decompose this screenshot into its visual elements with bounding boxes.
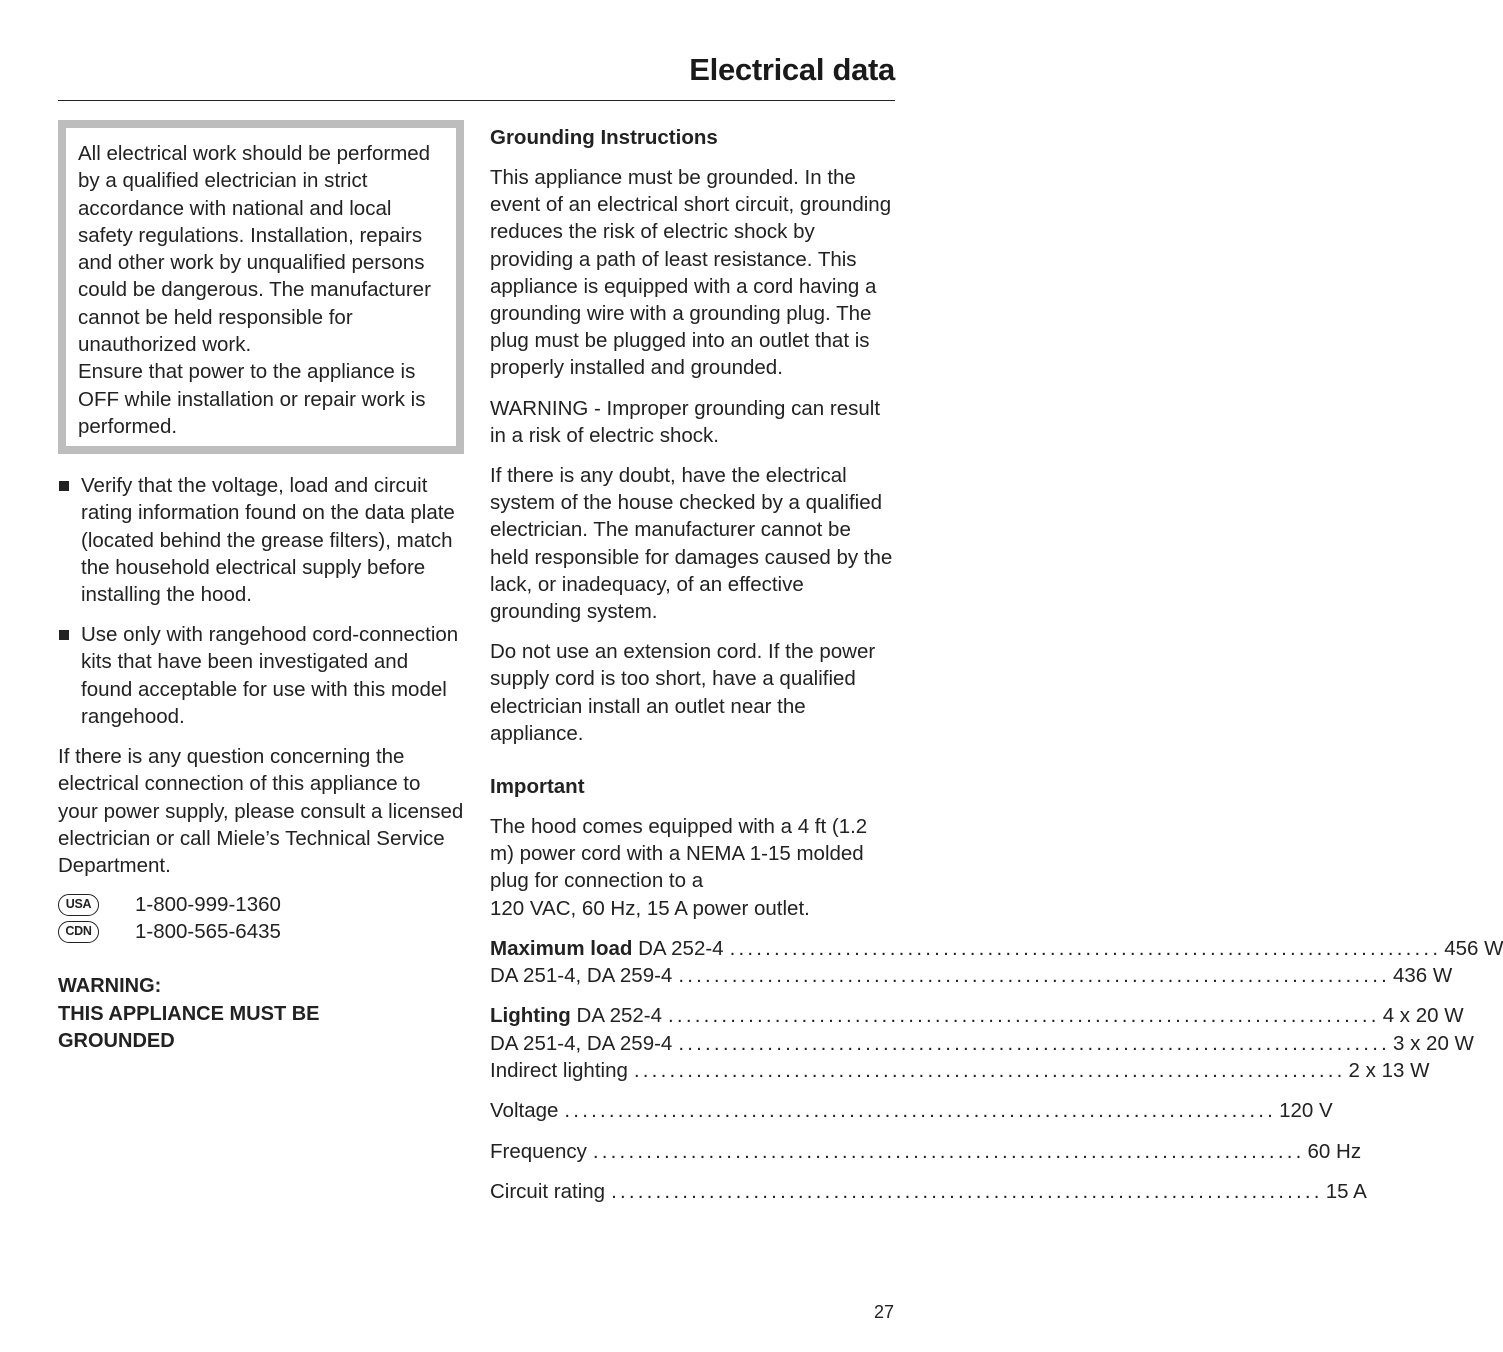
- notice-paragraph: Ensure that power to the appliance is OFF while installation or repair work is performed.: [78, 360, 426, 438]
- frequency-spec: [490, 1138, 1362, 1165]
- title-rule: [58, 100, 895, 101]
- spec-value: 60 Hz: [1307, 1139, 1362, 1163]
- spec-line: [490, 962, 1453, 989]
- warning-line: WARNING:: [58, 975, 162, 998]
- service-paragraph: If there is any question concerning the electrical connection of this appliance to your power supply, please consult a licensed electrician or call Miele’s Technical Service Department.: [58, 745, 464, 877]
- safety-notice-box: [58, 120, 464, 454]
- spec-line: [490, 1030, 1474, 1057]
- spec-value: 3 x 20 W: [1393, 1031, 1474, 1055]
- spec-label: Frequency: [490, 1139, 587, 1163]
- spec-label: Voltage: [490, 1099, 559, 1123]
- circuit-rating-spec: [490, 1178, 1367, 1205]
- leader-dots: ................................................................................: [668, 1004, 1380, 1028]
- right-column: [490, 124, 1503, 1218]
- page-title: Electrical data: [689, 52, 895, 87]
- list-item: [58, 621, 464, 730]
- bullet-square-icon: [59, 630, 69, 640]
- phone-list: [58, 891, 464, 946]
- spec-line: [490, 1002, 1464, 1029]
- spec-value: 15 A: [1325, 1179, 1367, 1203]
- spec-model: DA 252-4: [638, 936, 724, 960]
- spec-model: DA 251-4, DA 259-4: [490, 1031, 673, 1055]
- spec-model: DA 251-4, DA 259-4: [490, 964, 673, 988]
- left-column: [58, 120, 464, 1056]
- page-number: 27: [873, 1302, 894, 1322]
- leader-dots: ................................................................................: [678, 964, 1390, 988]
- leader-dots: ................................................................................: [611, 1179, 1323, 1203]
- important-paragraph: [490, 813, 895, 922]
- leader-dots: ................................................................................: [592, 1139, 1305, 1163]
- spec-label: Lighting: [490, 1004, 571, 1028]
- grounding-warning: [58, 973, 464, 1056]
- spec-value: 436 W: [1393, 964, 1453, 988]
- leader-dots: ................................................................................: [633, 1059, 1346, 1083]
- lighting-spec: [490, 1002, 1474, 1084]
- extension-cord-paragraph: Do not use an extension cord. If the power supply cord is too short, have a qualified electrician install an outlet near the appliance.: [490, 640, 876, 745]
- phone-row: [58, 891, 464, 919]
- spec-value: 120 V: [1279, 1099, 1333, 1123]
- usa-badge-icon: USA: [58, 894, 99, 916]
- spec-label: Circuit rating: [490, 1179, 606, 1203]
- grounding-paragraph: This appliance must be grounded. In the event of an electrical short circuit, grounding reduces the risk of electric shock by providing a path of least resistance. This appliance is equipped with a cord having a grounding wire with a grounding plug. The plug must be plugged into an outlet that is properly installed and grounded.: [490, 166, 892, 380]
- list-item-text: Use only with rangehood cord-connection kits that have been investigated and found acceptable for use with this model rangehood.: [81, 623, 459, 728]
- warning-line: GROUNDED: [58, 1030, 175, 1053]
- spec-value: 456 W: [1444, 936, 1503, 960]
- cdn-badge-icon: CDN: [58, 921, 99, 943]
- phone-row: [58, 919, 464, 947]
- bullet-square-icon: [59, 481, 69, 491]
- spec-line: [490, 1178, 1367, 1205]
- phone-number: 1-800-565-6435: [135, 920, 281, 944]
- list-item: [58, 472, 464, 608]
- spec-line: [490, 1138, 1362, 1165]
- grounding-warning-paragraph: WARNING - Improper grounding can result in a risk of electric shock.: [490, 396, 881, 447]
- spec-value: 2 x 13 W: [1348, 1059, 1430, 1083]
- spec-model: DA 252-4: [576, 1004, 663, 1028]
- notice-paragraph: All electrical work should be performed by a qualified electrician in strict accordance with national and local safety regulations. Installation, repairs and other work by unqualified persons could be dangerous. The manufacturer cannot be held responsible for unauthorized work.: [78, 142, 431, 357]
- important-heading: Important: [490, 775, 585, 799]
- leader-dots: ................................................................................: [564, 1099, 1277, 1123]
- spec-line: [490, 1057, 1430, 1084]
- list-item-text: Verify that the voltage, load and circuit rating information found on the data plate (located behind the grease filters), match the household electrical supply before installing the hood.: [81, 474, 455, 607]
- leader-dots: ................................................................................: [729, 936, 1442, 960]
- spec-label: Maximum load: [490, 936, 633, 960]
- grounding-heading: Grounding Instructions: [490, 126, 718, 149]
- requirements-list: [58, 472, 464, 730]
- spec-model: Indirect lighting: [490, 1059, 628, 1083]
- spec-line: [490, 1097, 1333, 1124]
- voltage-spec: [490, 1097, 1333, 1124]
- spec-value: 4 x 20 W: [1382, 1004, 1464, 1028]
- leader-dots: ................................................................................: [678, 1031, 1390, 1055]
- grounding-paragraph: If there is any doubt, have the electrical system of the house checked by a qualified electrician. The manufacturer cannot be held responsible for damages caused by the lack, or inadequacy, of an effective grounding system.: [490, 464, 893, 624]
- important-text: 120 VAC, 60 Hz, 15 A power outlet.: [490, 896, 810, 920]
- max-load-spec: [490, 935, 1503, 990]
- warning-line: THIS APPLIANCE MUST BE: [58, 1002, 320, 1025]
- important-text: The hood comes equipped with a 4 ft (1.2 m) power cord with a NEMA 1-15 molded plug for connection to a: [490, 815, 868, 893]
- spec-line: [490, 935, 1503, 962]
- phone-number: 1-800-999-1360: [135, 892, 281, 916]
